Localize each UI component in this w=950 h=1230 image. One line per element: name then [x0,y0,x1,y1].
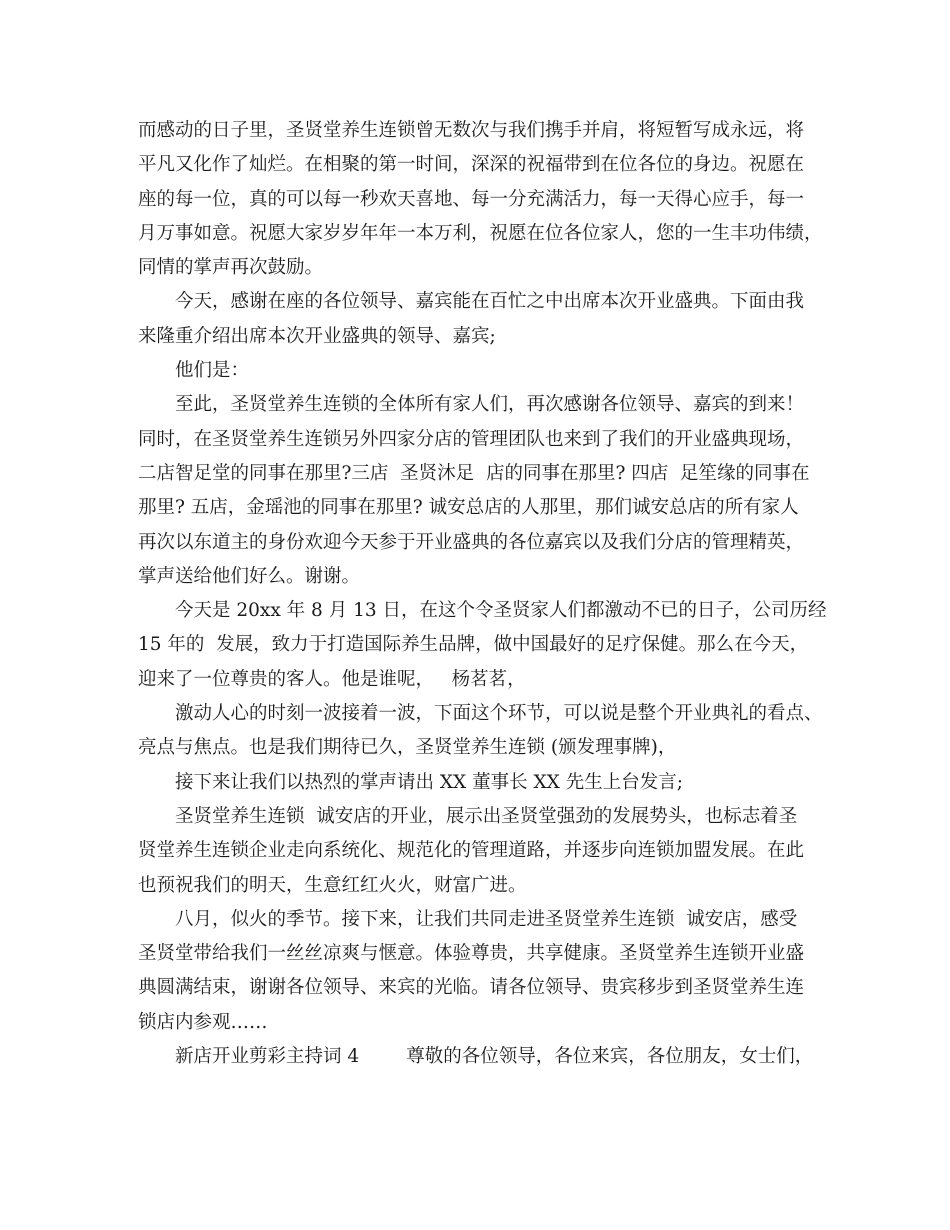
text-line: 平凡又化作了灿烂。在相聚的第一时间，深深的祝福带到在位各位的身边。祝愿在 [138,154,805,176]
paragraph-start-line: 激动人心的时刻一波接着一波，下面这个环节，可以说是整个开业典礼的看点、 [175,703,823,725]
document-body [138,114,828,1074]
paragraph-start-line: 新店开业剪彩主持词 4 尊敬的各位领导，各位来宾，各位朋友，女士们， [175,1046,814,1068]
text-line: 而感动的日子里，圣贤堂养生连锁曾无数次与我们携手并肩，将短暂写成永远，将 [138,120,805,141]
text-line: 那里? 五店，金瑶池的同事在那里? 诚安总店的人那里，那们诚安总店的所有家人 [138,497,799,519]
paragraph-start-line: 接下来让我们以热烈的掌声请出 XX 董事长 XX 先生上台发言; [175,771,683,793]
text-line: 15 年的 发展，致力于打造国际养生品牌，做中国最好的足疗保健。那么在今天， [138,634,809,656]
text-line: 同时，在圣贤堂养生连锁另外四家分店的管理团队也来到了我们的开业盛典现场， [138,428,805,450]
text-line: 来隆重介绍出席本次开业盛典的领导、嘉宾; [138,325,496,347]
paragraph-start-line: 八月，似火的季节。接下来，让我们共同走进圣贤堂养生连锁 诚安店，感受 [175,908,798,930]
paragraph-start-line: 今天是 20xx 年 8 月 13 日，在这个令圣贤家人们都激动不已的日子，公司历经 [175,600,827,622]
text-line: 贤堂养生连锁企业走向系统化、规范化的管理道路，并逐步向连锁加盟发展。在此 [138,840,805,862]
text-line: 亮点与焦点。也是我们期待已久，圣贤堂养生连锁 (颁发理事牌)， [138,737,677,759]
text-line: 同情的掌声再次鼓励。 [138,257,324,279]
text-line: 二店智足堂的同事在那里?三店 圣贤沐足 店的同事在那里? 四店 足笙缘的同事在 [138,462,810,484]
text-line: 掌声送给他们好么。谢谢。 [138,565,361,587]
text-line: 迎来了一位尊贵的客人。他是谁呢， 杨茗茗， [138,668,526,690]
text-line: 座的每一位，真的可以每一秒欢天喜地、每一分充满活力，每一天得心应手，每一 [138,188,805,210]
paragraph-start-line: 他们是： [175,360,250,382]
text-line: 圣贤堂带给我们一丝丝凉爽与惬意。体验尊贵，共享健康。圣贤堂养生连锁开业盛 [138,943,805,965]
paragraph-start-line: 至此，圣贤堂养生连锁的全体所有家人们，再次感谢各位领导、嘉宾的到来！ [175,394,805,416]
text-line: 锁店内参观…… [138,1011,268,1033]
paragraph-start-line: 今天，感谢在座的各位领导、嘉宾能在百忙之中出席本次开业盛典。下面由我 [175,291,805,313]
text-line: 也预祝我们的明天，生意红红火火，财富广进。 [138,874,527,896]
text-line: 典圆满结束，谢谢各位领导、来宾的光临。请各位领导、贵宾移步到圣贤堂养生连 [138,977,805,999]
text-line: 再次以东道主的身份欢迎今天参于开业盛典的各位嘉宾以及我们分店的管理精英， [138,531,805,553]
paragraph-start-line: 圣贤堂养生连锁 诚安店的开业，展示出圣贤堂强劲的发展势头，也标志着圣 [175,805,798,827]
text-line: 月万事如意。祝愿大家岁岁年年一本万利，祝愿在位各位家人，您的一生丰功伟绩， [138,222,823,244]
